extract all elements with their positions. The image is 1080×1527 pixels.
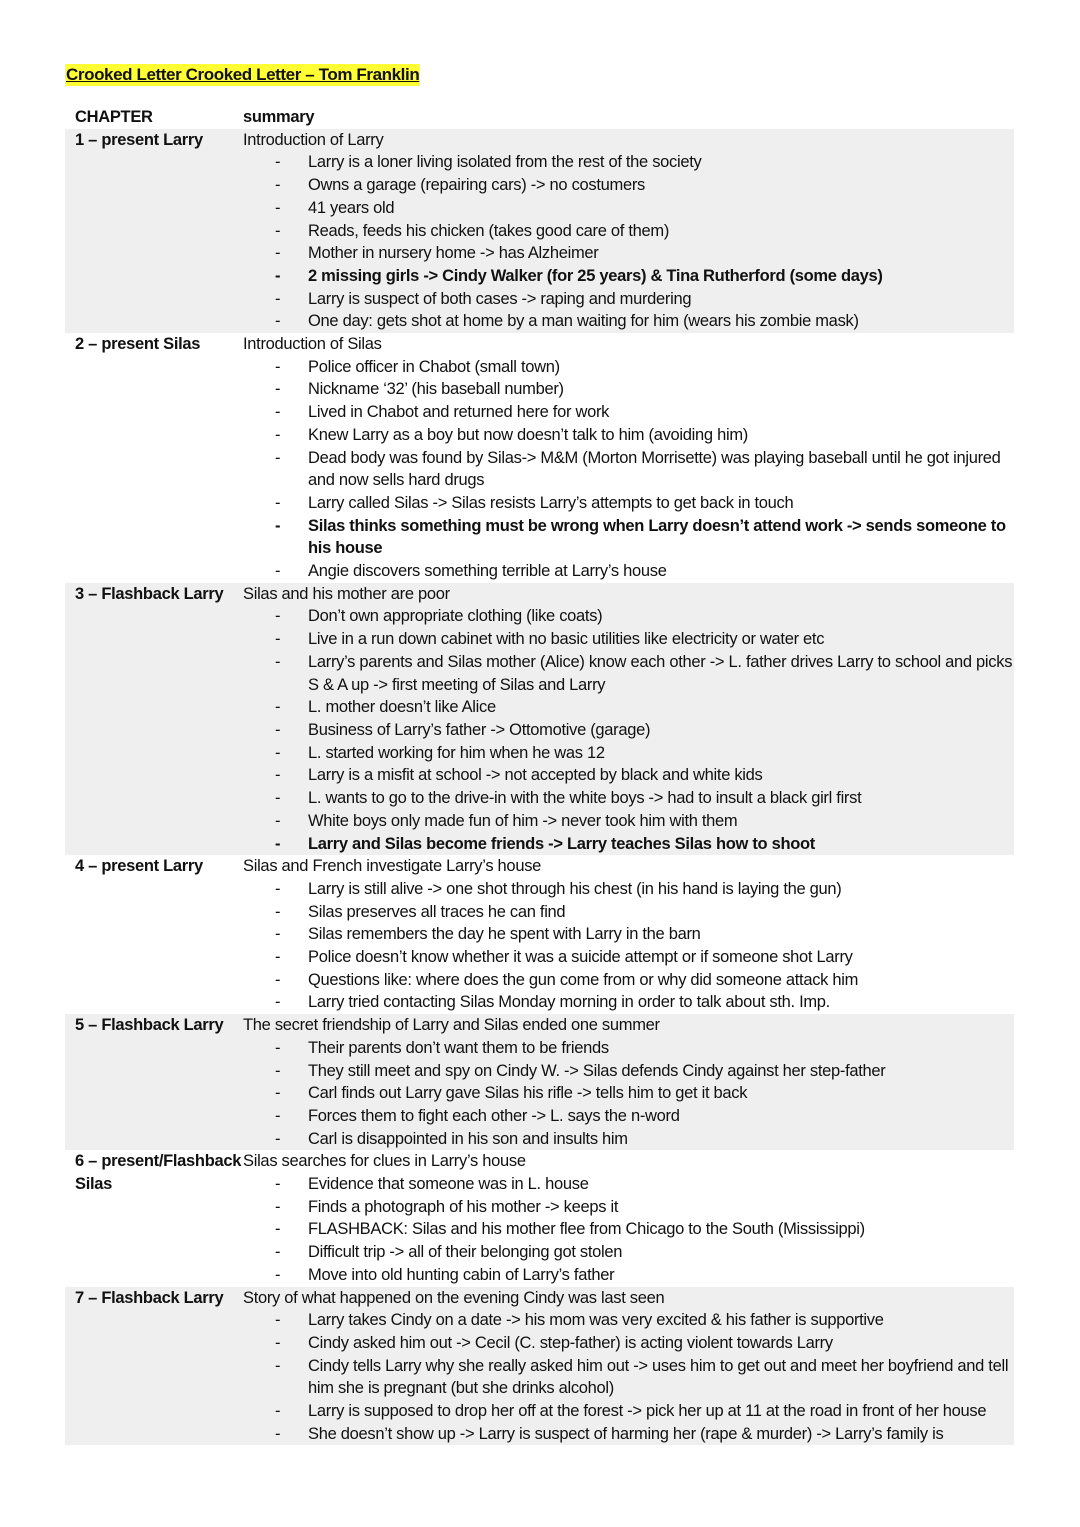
summary-bullet: - 2 missing girls -> Cindy Walker (for 25 years) & Tina Rutherford (some days)	[243, 265, 1014, 288]
summary-intro: Story of what happened on the evening Cindy was last seen	[243, 1288, 665, 1307]
summary-bullet: - Silas remembers the day he spent with Larry in the barn	[243, 923, 1014, 946]
chapter-row	[65, 129, 1014, 333]
summary-bullet: - Lived in Chabot and returned here for work	[243, 401, 1014, 424]
summary-column-header: summary	[243, 108, 315, 126]
chapter-summary	[243, 1150, 1014, 1286]
chapter-row	[65, 855, 1014, 1014]
chapter-row	[65, 1150, 1014, 1286]
summary-bullet: - L. wants to go to the drive-in with the white boys -> had to insult a black girl first	[243, 787, 1014, 810]
chapter-summary	[243, 129, 1014, 333]
summary-bullet: - Forces them to fight each other -> L. says the n-word	[243, 1105, 1014, 1128]
chapter-summary	[243, 1287, 1014, 1446]
chapter-row	[65, 1014, 1014, 1150]
summary-bullet: - Move into old hunting cabin of Larry’s father	[243, 1264, 1014, 1287]
summary-bullet: - Larry takes Cindy on a date -> his mom was very excited & his father is supportive	[243, 1309, 1014, 1332]
summary-bullet: - White boys only made fun of him -> never took him with them	[243, 810, 1014, 833]
table-header-row	[65, 106, 1014, 129]
summary-bullet: - Larry tried contacting Silas Monday morning in order to talk about sth. Imp.	[243, 991, 1014, 1014]
chapter-column-header: CHAPTER	[75, 108, 153, 126]
chapter-summary	[243, 855, 1014, 1014]
summary-intro: Silas searches for clues in Larry’s house	[243, 1152, 526, 1171]
summary-bullet: - Dead body was found by Silas-> M&M (Morton Morrisette) was playing baseball until he got injured and now sells hard drugs	[243, 447, 1014, 492]
chapter-summary	[243, 583, 1014, 855]
summary-bullet-list	[243, 878, 1014, 1014]
chapter-summary	[243, 333, 1014, 583]
summary-bullet: - Carl is disappointed in his son and insults him	[243, 1128, 1014, 1151]
summary-bullet: - Larry is a misfit at school -> not accepted by black and white kids	[243, 764, 1014, 787]
chapter-summary-table	[65, 106, 1014, 1445]
summary-bullet: - Owns a garage (repairing cars) -> no costumers	[243, 174, 1014, 197]
summary-bullet: - Silas thinks something must be wrong when Larry doesn’t attend work -> sends someone to his house	[243, 515, 1014, 560]
chapter-label: 2 – present Silas	[75, 335, 201, 354]
summary-bullet: - Questions like: where does the gun come from or why did someone attack him	[243, 969, 1014, 992]
chapter-label: 3 – Flashback Larry	[65, 583, 243, 855]
summary-bullet: - Silas preserves all traces he can find	[243, 901, 1014, 924]
summary-intro: Introduction of Silas	[243, 335, 382, 354]
summary-bullet: - FLASHBACK: Silas and his mother flee from Chicago to the South (Mississippi)	[243, 1218, 1014, 1241]
summary-bullet: - Cindy tells Larry why she really asked him out -> uses him to get out and meet her boyfriend and tell him she is pregnant (but she drinks alcohol)	[243, 1355, 1014, 1400]
summary-intro: Silas and French investigate Larry’s house	[243, 857, 542, 876]
summary-bullet-list	[243, 1173, 1014, 1287]
summary-bullet: - Difficult trip -> all of their belonging got stolen	[243, 1241, 1014, 1264]
summary-bullet: - Business of Larry’s father -> Ottomotive (garage)	[243, 719, 1014, 742]
summary-bullet: - Larry called Silas -> Silas resists Larry’s attempts to get back in touch	[243, 492, 1014, 515]
chapter-row	[65, 583, 1014, 855]
summary-bullet: - Knew Larry as a boy but now doesn’t talk to him (avoiding him)	[243, 424, 1014, 447]
summary-bullet: - Finds a photograph of his mother -> keeps it	[243, 1196, 1014, 1219]
summary-bullet-list	[243, 151, 1014, 333]
summary-bullet: - L. started working for him when he was 12	[243, 742, 1014, 765]
chapter-label: 6 – present/Flashback Silas	[75, 1152, 242, 1194]
summary-intro: Silas and his mother are poor	[243, 584, 450, 603]
summary-bullet: - Carl finds out Larry gave Silas his rifle -> tells him to get it back	[243, 1082, 1014, 1105]
document-title: Crooked Letter Crooked Letter – Tom Franklin	[66, 65, 420, 84]
document-page	[65, 64, 1015, 1445]
summary-bullet: - One day: gets shot at home by a man waiting for him (wears his zombie mask)	[243, 310, 1014, 333]
summary-bullet: - Angie discovers something terrible at Larry’s house	[243, 560, 1014, 583]
summary-bullet: - Nickname ‘32’ (his baseball number)	[243, 378, 1014, 401]
summary-bullet: - She doesn’t show up -> Larry is suspect of harming her (rape & murder) -> Larry’s family is	[243, 1423, 1014, 1446]
summary-bullet: - Police officer in Chabot (small town)	[243, 356, 1014, 379]
chapter-summary	[243, 1014, 1014, 1150]
chapter-row	[65, 1287, 1014, 1446]
summary-intro: The secret friendship of Larry and Silas ended one summer	[243, 1016, 660, 1035]
chapter-label: 7 – Flashback Larry	[65, 1287, 243, 1446]
summary-bullet: - Don’t own appropriate clothing (like coats)	[243, 605, 1014, 628]
chapter-label: 4 – present Larry	[75, 857, 203, 876]
summary-bullet: - Larry is supposed to drop her off at the forest -> pick her up at 11 at the road in front of her house	[243, 1400, 1014, 1423]
summary-bullet: - Police doesn’t know whether it was a suicide attempt or if someone shot Larry	[243, 946, 1014, 969]
summary-bullet: - Larry is a loner living isolated from the rest of the society	[243, 151, 1014, 174]
summary-intro: Introduction of Larry	[243, 130, 384, 149]
summary-bullet: - Larry and Silas become friends -> Larry teaches Silas how to shoot	[243, 833, 1014, 856]
summary-bullet: - Mother in nursery home -> has Alzheimer	[243, 242, 1014, 265]
summary-bullet: - Their parents don’t want them to be friends	[243, 1037, 1014, 1060]
summary-bullet: - 41 years old	[243, 197, 1014, 220]
summary-bullet: - Larry is still alive -> one shot through his chest (in his hand is laying the gun)	[243, 878, 1014, 901]
summary-bullet: - Reads, feeds his chicken (takes good care of them)	[243, 220, 1014, 243]
summary-bullet-list	[243, 356, 1014, 583]
summary-bullet-list	[243, 1037, 1014, 1151]
chapter-label: 5 – Flashback Larry	[65, 1014, 243, 1150]
chapter-label: 1 – present Larry	[65, 129, 243, 333]
summary-bullet: - Cindy asked him out -> Cecil (C. step-father) is acting violent towards Larry	[243, 1332, 1014, 1355]
summary-bullet-list	[243, 605, 1014, 855]
summary-bullet: - L. mother doesn’t like Alice	[243, 696, 1014, 719]
summary-bullet: - Larry is suspect of both cases -> raping and murdering	[243, 288, 1014, 311]
summary-bullet: - Live in a run down cabinet with no basic utilities like electricity or water etc	[243, 628, 1014, 651]
summary-bullet: - They still meet and spy on Cindy W. -> Silas defends Cindy against her step-father	[243, 1060, 1014, 1083]
summary-bullet: - Larry’s parents and Silas mother (Alice) know each other -> L. father drives Larry to school and picks S & A up -> first meeting of Silas and Larry	[243, 651, 1014, 696]
summary-bullet-list	[243, 1309, 1014, 1445]
chapter-row	[65, 333, 1014, 583]
summary-bullet: - Evidence that someone was in L. house	[243, 1173, 1014, 1196]
